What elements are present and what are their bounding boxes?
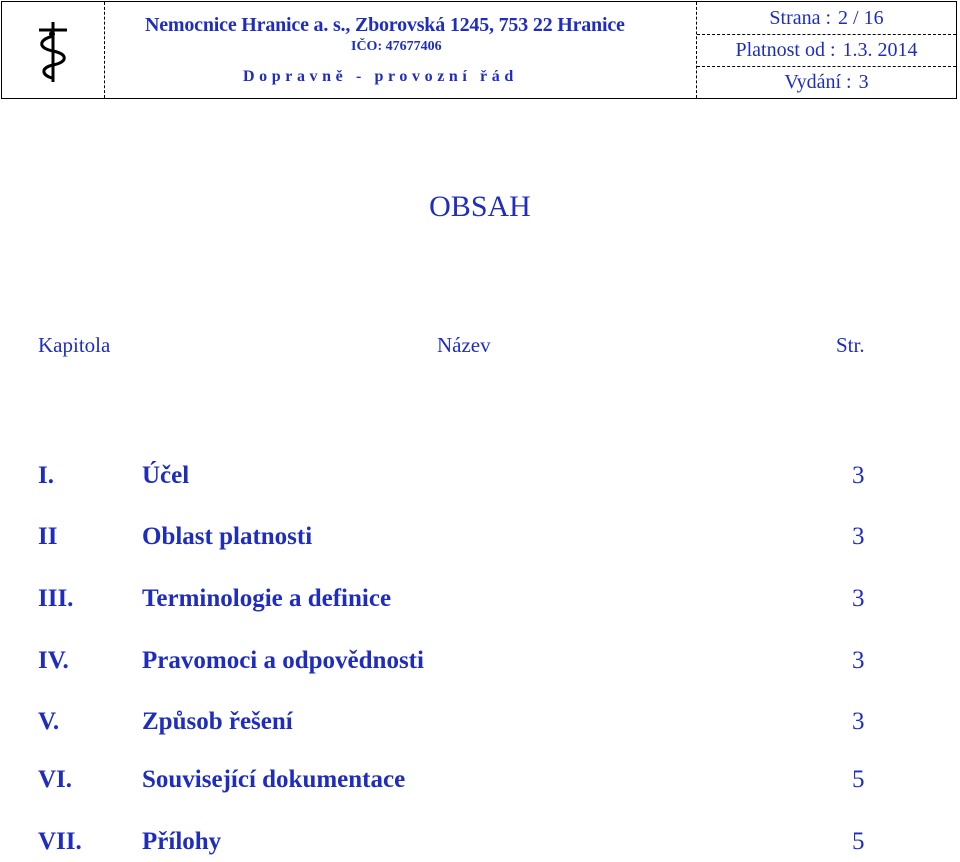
toc-page-number: 5 [852,828,865,855]
toc-row[interactable] [0,456,960,496]
toc-page-number: 3 [852,708,865,735]
toc-page-number: 5 [852,766,865,793]
meta-cell [697,2,956,98]
toc-row[interactable] [0,579,960,619]
edition-info [697,66,956,98]
company-id: IČO: 47677406 [351,39,442,54]
validity-label: Platnost od : [735,39,836,61]
title-cell [105,2,697,98]
toc-chapter-title: Způsob řešení [142,708,293,735]
edition-value: 3 [858,71,869,93]
toc-chapter-title: Přílohy [142,828,222,855]
toc-chapter-title: Související dokumentace [142,766,406,793]
validity-info [697,34,956,67]
toc-chapter-number: IV. [38,647,69,674]
toc-chapter-number: VI. [38,766,73,793]
logo-cell [2,2,105,98]
toc-chapter-number: I. [38,462,54,489]
toc-row[interactable] [0,702,960,742]
document-name: Dopravně - provozní řád [243,68,518,85]
toc-chapter-title: Oblast platnosti [142,523,313,550]
toc-chapter-number: III. [38,585,74,612]
toc-row[interactable] [0,822,960,862]
toc-chapter-title: Pravomoci a odpovědnosti [142,647,424,674]
toc-row[interactable] [0,760,960,800]
hospital-name: Nemocnice Hranice a. s., Zborovská 1245, 753 22 Hranice [145,14,625,36]
toc-chapter-number: II [38,523,58,550]
column-header-name: Název [437,333,491,357]
toc-chapter-number: VII. [38,828,82,855]
toc-page-number: 3 [852,462,865,489]
toc-page-number: 3 [852,523,865,550]
page-label: Strana : [769,7,832,29]
column-header-page: Str. [836,333,865,357]
toc-page-number: 3 [852,585,865,612]
edition-label: Vydání : [784,71,852,93]
toc-page-number: 3 [852,647,865,674]
toc-chapter-number: V. [38,708,60,735]
column-header-chapter: Kapitola [38,333,111,357]
validity-value: 1.3. 2014 [842,39,918,61]
toc-row[interactable] [0,641,960,681]
page-info [697,2,956,35]
caduceus-icon [32,20,74,84]
toc-chapter-title: Účel [142,462,190,489]
toc-chapter-title: Terminologie a definice [142,585,392,612]
page-value: 2 / 16 [838,7,884,29]
toc-row[interactable] [0,517,960,557]
document-header [1,1,957,99]
contents-title: OBSAH [429,190,531,223]
